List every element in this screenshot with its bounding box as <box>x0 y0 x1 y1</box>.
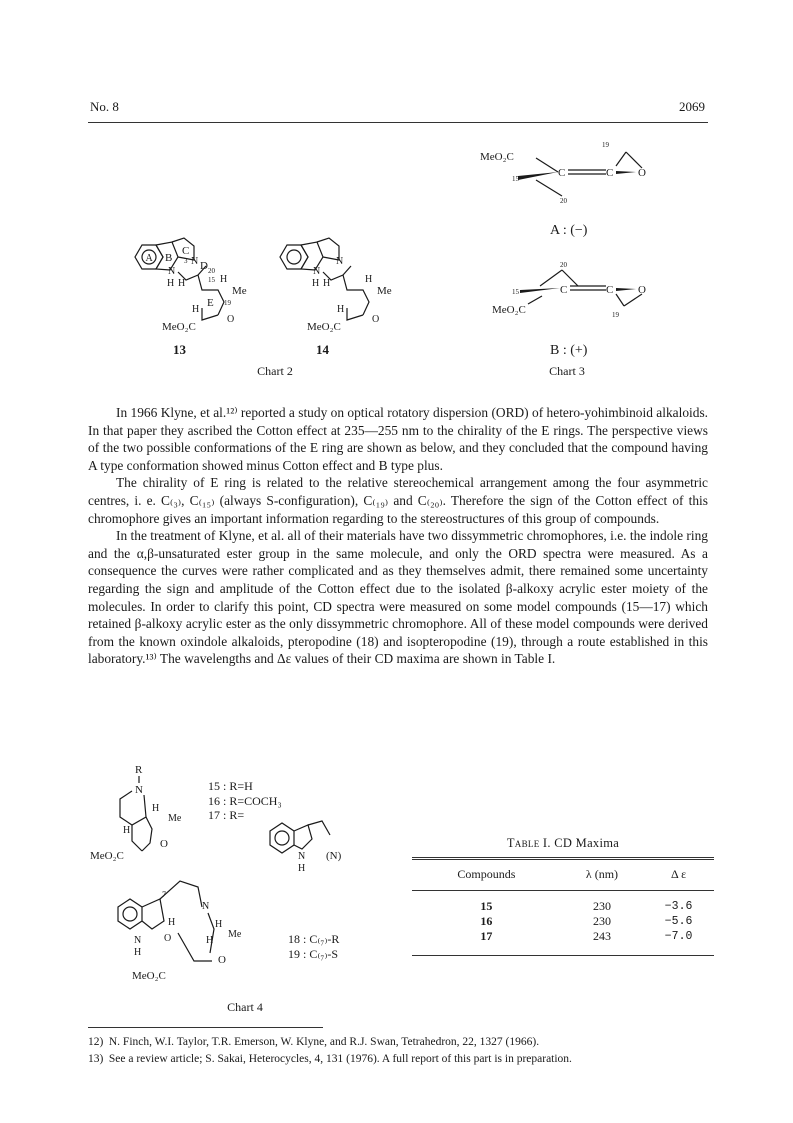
svg-text:H: H <box>298 863 306 874</box>
chart2-structures <box>120 230 440 345</box>
svg-text:20: 20 <box>560 197 567 205</box>
footnote-rule <box>88 1027 323 1028</box>
table-row <box>412 914 714 929</box>
svg-text:H: H <box>312 278 320 289</box>
paragraph-2: The chirality of E ring is related to the relative stereochemical arrangement among the four asymmetric centres, i. e. C₍₃₎, C₍₁₅₎ (always S-configuration), C₍₁₉₎ and C₍₂₀₎. Therefore the sign of the Cotton effect of this chromophore gives an important information regarding to the stereostructures of this group of compounds. <box>88 475 708 526</box>
body-text <box>88 404 708 668</box>
svg-text:B: B <box>165 252 173 264</box>
svg-text:A : (−): A : (−) <box>550 223 588 238</box>
svg-text:C: C <box>606 167 614 179</box>
svg-text:15: 15 <box>512 175 519 183</box>
svg-text:N: N <box>202 901 210 912</box>
svg-text:15: 15 <box>512 288 519 296</box>
svg-text:O: O <box>160 838 168 850</box>
cell-compound: 15 <box>480 899 493 913</box>
page-number: 2069 <box>679 99 705 114</box>
svg-text:7: 7 <box>162 890 166 899</box>
svg-text:3: 3 <box>184 257 188 265</box>
cell-delta-epsilon: −7.0 <box>643 929 714 956</box>
svg-text:R: R <box>135 764 143 776</box>
svg-text:O: O <box>372 314 380 325</box>
compound-14-structure <box>280 238 392 333</box>
conformation-b <box>492 261 646 358</box>
footnote-12 <box>88 1036 718 1048</box>
svg-text:E: E <box>207 297 214 309</box>
conformation-a <box>480 141 646 238</box>
svg-text:N: N <box>134 935 142 946</box>
svg-text:H: H <box>220 274 228 285</box>
oxindole-list <box>288 932 339 961</box>
svg-text:20: 20 <box>560 261 567 269</box>
compound-13-label: 13 <box>173 342 186 357</box>
table-title <box>412 836 714 851</box>
svg-text:20: 20 <box>208 267 215 275</box>
svg-text:O: O <box>638 284 646 296</box>
svg-text:N: N <box>313 266 321 277</box>
table-title-label: Table I. <box>506 836 551 850</box>
footnote-13-number: 13) <box>88 1053 104 1065</box>
svg-text:A: A <box>145 253 153 264</box>
chart3-caption: Chart 3 <box>549 364 585 378</box>
svg-text:H: H <box>178 278 186 289</box>
header-rule <box>88 122 708 123</box>
svg-text:19: 19 <box>612 311 619 319</box>
chart4-caption: Chart 4 <box>227 1000 263 1014</box>
svg-text:H: H <box>337 304 345 315</box>
svg-text:O: O <box>638 167 646 179</box>
svg-text:18 : C₍₇₎-R: 18 : C₍₇₎-R <box>288 932 340 946</box>
svg-text:19: 19 <box>602 141 609 149</box>
svg-text:C: C <box>558 167 566 179</box>
svg-text:N: N <box>336 256 344 267</box>
model-compound-list <box>208 779 282 822</box>
svg-text:H: H <box>123 825 131 836</box>
paragraph-3: In the treatment of Klyne, et al. all of their materials have two dissymmetric chromophores, i.e. the indole ring and the α,β-unsaturated ester group in the same molecule, and only the ORD spectra were measured. As a consequence the curves were rather complicated and as they themselves admit, there remained some uncertainty regarding the sign and amplitude of the Cotton effect due to the isolated β-alkoxy acrylic ester moiety of the molecules. In order to clarify this point, CD spectra were measured on some model compounds (15—17) which retained β-alkoxy acrylic ester as the only dissymmetric chromophore. All of these model compounds were derived from the known oxindole alkaloids, pteropodine (18) and isopteropodine (19), through a route established in this laboratory.¹³⁾ The wavelengths and Δε values of their CD maxima are shown in Table I. <box>88 528 708 667</box>
svg-text:C: C <box>560 284 568 296</box>
col-header-delta-epsilon: Δ ε <box>643 859 714 891</box>
svg-text:B : (+): B : (+) <box>550 343 588 358</box>
svg-text:MeO₂C: MeO₂C <box>492 304 526 316</box>
chart4-structures <box>90 765 390 995</box>
footnote-13-text: See a review article; S. Sakai, Heterocycles, 4, 131 (1976). A full report of this part is in preparation. <box>108 1053 572 1065</box>
svg-text:Me: Me <box>377 285 392 297</box>
svg-text:O: O <box>164 933 172 944</box>
svg-text:H: H <box>323 278 331 289</box>
cd-maxima-table <box>412 836 714 956</box>
journal-issue: No. 8 <box>90 99 119 114</box>
svg-text:H: H <box>168 917 176 928</box>
svg-text:(N): (N) <box>326 850 342 862</box>
cell-wavelength: 230 <box>592 914 611 928</box>
svg-text:17 : R=: 17 : R= <box>208 808 245 822</box>
svg-text:15: 15 <box>208 276 215 284</box>
svg-text:H: H <box>192 304 200 315</box>
svg-text:C: C <box>606 284 614 296</box>
footnote-12-text: N. Finch, W.I. Taylor, T.R. Emerson, W. Klyne, and R.J. Swan, Tetrahedron, 22, 1327 (1966). <box>108 1036 540 1048</box>
svg-text:15 : R=H: 15 : R=H <box>208 779 253 793</box>
compound-13-structure <box>135 238 247 333</box>
col-header-compounds: Compounds <box>412 859 561 891</box>
svg-text:19 : C₍₇₎-S: 19 : C₍₇₎-S <box>288 947 339 961</box>
paragraph-1: In 1966 Klyne, et al.¹²⁾ reported a study on optical rotatory dispersion (ORD) of hetero-yohimbinoid alkaloids. In that paper they ascribed the Cotton effect at 235—255 nm to the chirality of the E rings. The perspective views of the two possible conformations of the E ring are shown as below, and they concluded that the compound having A type conformation showed minus Cotton effect and B type plus. <box>88 405 708 473</box>
svg-text:MeO₂C: MeO₂C <box>162 321 196 333</box>
svg-text:N: N <box>191 256 199 267</box>
svg-text:H: H <box>167 278 175 289</box>
chart3-conformations <box>478 138 678 373</box>
svg-text:MeO₂C: MeO₂C <box>307 321 341 333</box>
compound-14-label: 14 <box>316 342 329 357</box>
svg-text:C: C <box>182 245 190 257</box>
col-header-wavelength: λ (nm) <box>561 859 643 891</box>
svg-text:O: O <box>218 954 226 966</box>
cell-wavelength: 243 <box>561 929 643 956</box>
cell-delta-epsilon: −5.6 <box>664 915 693 928</box>
footnote-12-number: 12) <box>88 1036 104 1048</box>
model-compound-structure <box>90 764 182 862</box>
cell-wavelength: 230 <box>592 899 611 913</box>
svg-text:N: N <box>298 851 306 862</box>
svg-text:Me: Me <box>168 813 182 824</box>
svg-text:D: D <box>200 260 208 272</box>
svg-text:MeO₂C: MeO₂C <box>132 970 166 982</box>
svg-text:N: N <box>135 784 143 796</box>
svg-text:H: H <box>215 919 223 930</box>
svg-text:H: H <box>152 803 160 814</box>
svg-text:H: H <box>134 947 142 958</box>
svg-text:H: H <box>206 935 214 946</box>
svg-text:16 : R=COCH₃: 16 : R=COCH₃ <box>208 794 282 808</box>
chart2-caption: Chart 2 <box>257 364 293 378</box>
svg-text:Me: Me <box>228 929 242 940</box>
table-row <box>412 929 714 956</box>
svg-text:19: 19 <box>224 299 231 307</box>
svg-text:N: N <box>168 266 176 277</box>
svg-text:MeO₂C: MeO₂C <box>480 151 514 163</box>
svg-text:H: H <box>365 274 373 285</box>
cell-delta-epsilon: −3.6 <box>664 900 693 913</box>
cell-compound: 16 <box>480 914 493 928</box>
oxindole-structure <box>118 881 242 982</box>
indole-substituent <box>270 821 342 874</box>
svg-text:O: O <box>227 314 235 325</box>
svg-text:Me: Me <box>232 285 247 297</box>
table-row <box>412 891 714 915</box>
footnote-13 <box>88 1053 718 1065</box>
table-title-text: CD Maxima <box>554 836 620 850</box>
svg-text:MeO₂C: MeO₂C <box>90 850 124 862</box>
cell-compound: 17 <box>412 929 561 956</box>
